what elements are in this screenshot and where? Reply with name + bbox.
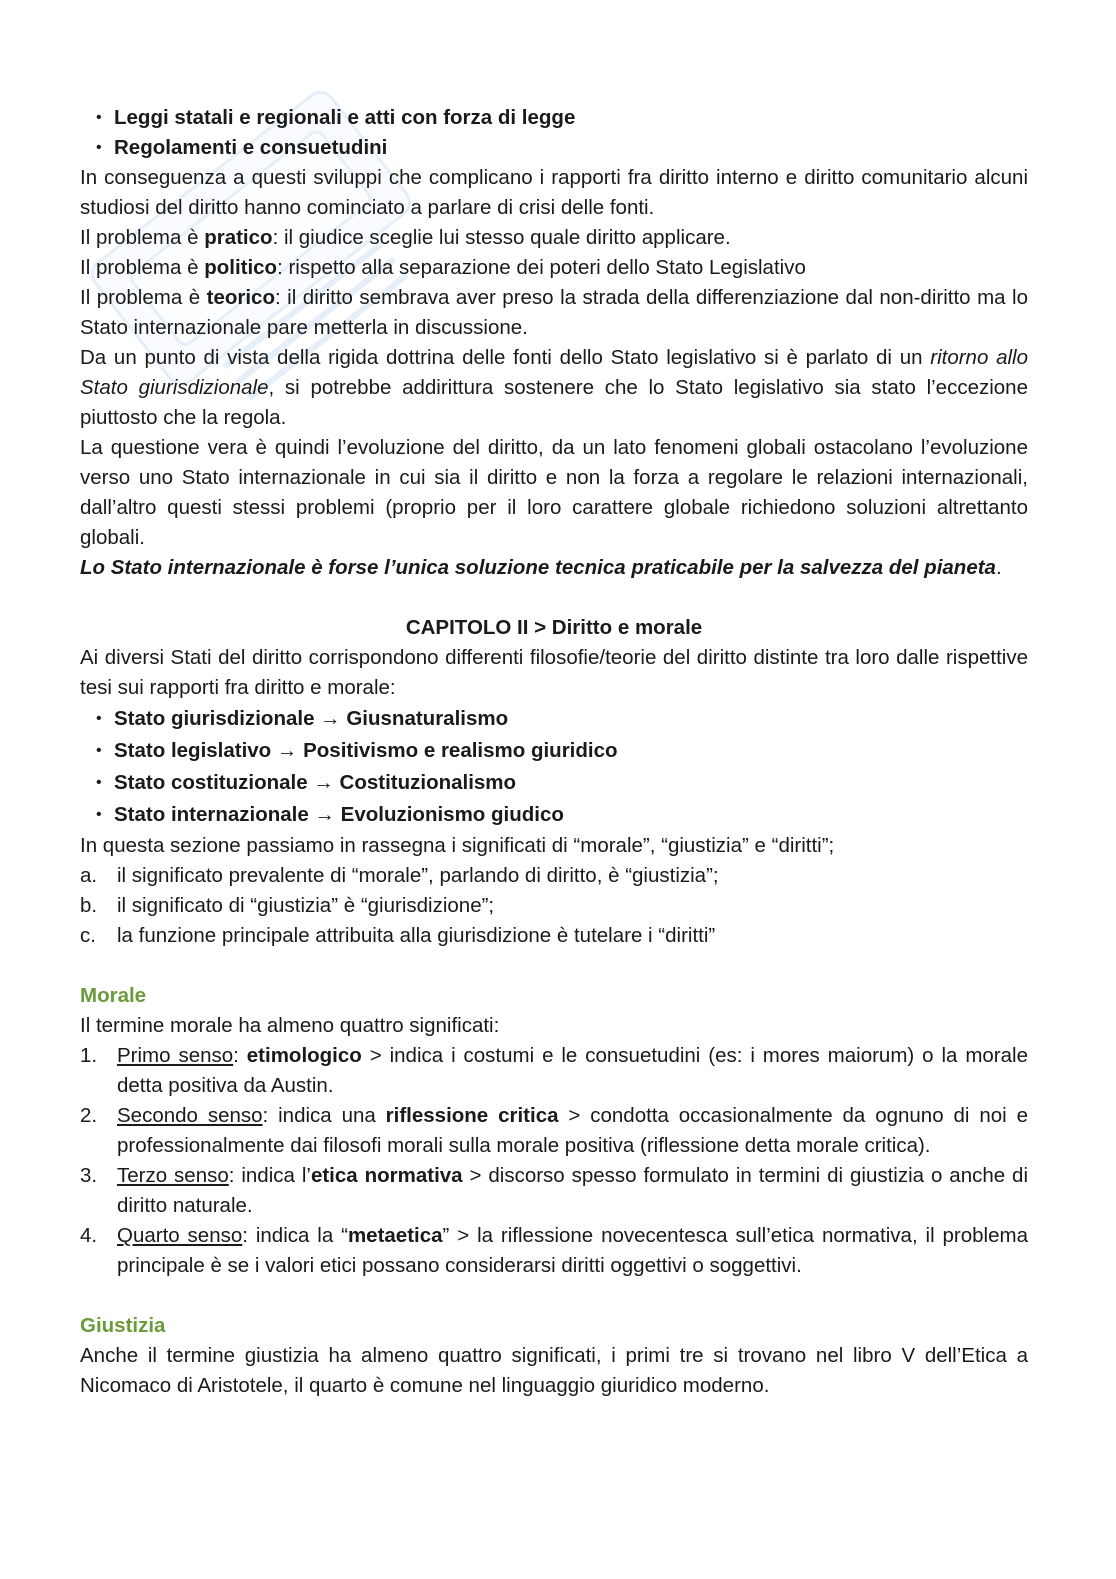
paragraph: In questa sezione passiamo in rassegna i significati di “morale”, “giustizia” e “diritti”; [80, 834, 835, 857]
problem-line: Il problema è pratico: il giudice sceglie lui stesso quale diritto applicare. [80, 226, 731, 249]
list-item: 4. Quarto senso: indica la “metaetica” > la riflessione novecentesca sull’etica normativa, il problema principale è se i valori etici possano considerarsi diritti oggettivi o soggettivi. [80, 1224, 1028, 1277]
section-heading-giustizia: Giustizia [80, 1314, 166, 1337]
paragraph: Da un punto di vista della rigida dottrina delle fonti dello Stato legislativo si è parlato di un ritorno allo Stato giurisdizionale, si potrebbe addirittura sostenere che lo Stato legislativo sia stato l’eccezione piuttosto che la regola. [80, 346, 1028, 429]
list-item: • Stato legislativo → Positivismo e realismo giuridico [80, 735, 1028, 767]
list-item: 2. Secondo senso: indica una riflessione critica > condotta occasionalmente da ognuno di noi e professionalmente dai filosofi morali sulla morale positiva (riflessione detta morale critica). [80, 1104, 1028, 1157]
list-item: a. il significato prevalente di “morale”, parlando di diritto, è “giustizia”; [80, 864, 719, 887]
problem-line: Il problema è teorico: il diritto sembrava aver preso la strada della differenziazione dal non-diritto ma lo Stato internazionale pare metterla in discussione. [80, 286, 1028, 339]
list-item: 1. Primo senso: etimologico > indica i costumi e le consuetudini (es: i mores maiorum) o la morale detta positiva da Austin. [80, 1044, 1028, 1097]
list-item: • Regolamenti e consuetudini [80, 133, 1028, 163]
list-item: • Stato internazionale → Evoluzionismo giudico [80, 799, 1028, 831]
list-item: • Stato giurisdizionale → Giusnaturalismo [80, 703, 1028, 735]
problem-line: Il problema è politico: rispetto alla separazione dei poteri dello Stato Legislativo [80, 256, 806, 279]
paragraph: Ai diversi Stati del diritto corrispondono differenti filosofie/teorie del diritto distinte tra loro dalle rispettive tesi sui rapporti fra diritto e morale: [80, 646, 1028, 699]
list-item: • Leggi statali e regionali e atti con forza di legge [80, 103, 1028, 133]
list-item: • Stato costituzionale → Costituzionalismo [80, 767, 1028, 799]
list-item: b. il significato di “giustizia” è “giurisdizione”; [80, 894, 495, 917]
list-item: c. la funzione principale attribuita alla giurisdizione è tutelare i “diritti” [80, 924, 716, 947]
chapter-title: CAPITOLO II > Diritto e morale [405, 616, 703, 639]
paragraph: Anche il termine giustizia ha almeno quattro significati, i primi tre si trovano nel libro V dell’Etica a Nicomaco di Aristotele, il quarto è comune nel linguaggio giuridico moderno. [80, 1344, 1028, 1397]
paragraph: In conseguenza a questi sviluppi che complicano i rapporti fra diritto interno e diritto comunitario alcuni studiosi del diritto hanno cominciato a parlare di crisi delle fonti. [80, 166, 1028, 219]
list-item: 3. Terzo senso: indica l’etica normativa > discorso spesso formulato in termini di giustizia o anche di diritto naturale. [80, 1164, 1029, 1217]
paragraph: La questione vera è quindi l’evoluzione del diritto, da un lato fenomeni globali ostacolano l’evoluzione verso uno Stato internazionale in cui sia il diritto e non la forza a regolare le relazioni internazionali, dall’altro questi stessi problemi (proprio per il loro carattere globale richiedono soluzioni altrettanto globali. [80, 436, 1028, 549]
paragraph: Il termine morale ha almeno quattro significati: [80, 1014, 500, 1037]
emphasis-paragraph: Lo Stato internazionale è forse l’unica soluzione tecnica praticabile per la salvezza del pianeta. [80, 556, 1002, 579]
document-page [80, 103, 1028, 1401]
section-heading-morale: Morale [80, 984, 147, 1007]
